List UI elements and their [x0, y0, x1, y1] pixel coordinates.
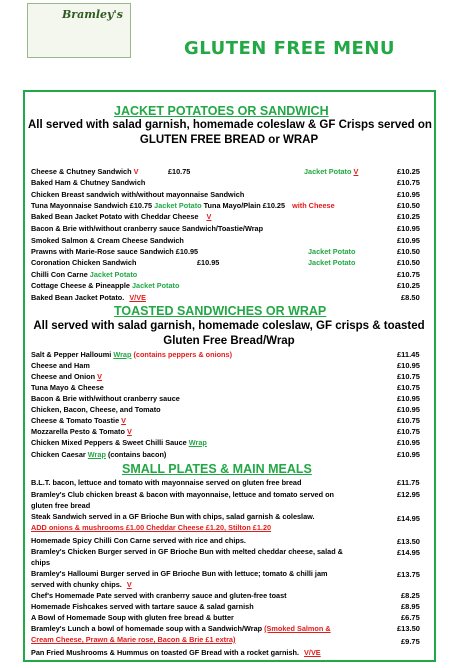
list-item-price: £11.75 — [397, 478, 420, 487]
list-item: Bramley's Lunch a bowl of homemade soup with a Sandwich/Wrap (Smoked Salmon & — [31, 624, 331, 633]
list-item-price: £12.95 — [397, 490, 420, 499]
list-item-extras: Cream Cheese, Prawn & Marie rose, Bacon & Brie £1 extra) — [31, 635, 236, 644]
list-item: Mozzarella Pesto & Tomato V — [31, 427, 132, 436]
list-item-price: £14.95 — [397, 548, 420, 557]
list-item: Tuna Mayo & Cheese — [31, 383, 104, 392]
list-item: Baked Ham & Chutney Sandwich — [31, 178, 146, 187]
list-item: Baked Bean Jacket Potato with Cheddar Cheese V — [31, 212, 212, 221]
list-item-price: £8.50 — [401, 293, 420, 302]
list-item: Coronation Chicken Sandwich — [31, 258, 137, 267]
list-item-alt: Jacket Potato V — [304, 167, 359, 176]
list-item-price: £10.50 — [397, 247, 420, 256]
list-item: Bramley's Halloumi Burger served in GF Brioche Bun with lettuce; tomato & chilli jam — [31, 569, 328, 578]
list-item-alt: Jacket Potato — [308, 258, 356, 267]
toasted-subtitle-1: All served with salad garnish, homemade coleslaw, GF crisps & toasted — [33, 320, 425, 332]
list-item-price: £10.50 — [397, 258, 420, 267]
list-item: Homemade Fishcakes served with tartare sauce & salad garnish — [31, 602, 254, 611]
list-item-sandwich-price: £10.75 — [168, 167, 191, 176]
list-item: Steak Sandwich served in a GF Brioche Bun with chips, salad garnish & coleslaw. — [31, 512, 315, 521]
list-item: Chicken Mixed Peppers & Sweet Chilli Sauce Wrap — [31, 438, 207, 447]
list-item-price: £10.25 — [397, 281, 420, 290]
list-item: B.L.T. bacon, lettuce and tomato with mayonnaise served on gluten free bread — [31, 478, 302, 487]
list-item-sandwich-price: £10.95 — [197, 258, 220, 267]
section-title-plates: SMALL PLATES & MAIN MEALS — [122, 462, 312, 476]
list-item-price: £10.95 — [397, 438, 420, 447]
list-item-price: £10.95 — [397, 361, 420, 370]
list-item: Bramley's Chicken Burger served in GF Brioche Bun with melted cheddar cheese, salad & — [31, 547, 343, 556]
list-item: Chef's Homemade Pate served with cranberry sauce and gluten-free toast — [31, 591, 287, 600]
list-item: Cheese & Tomato Toastie V — [31, 416, 127, 425]
list-item-price: £10.75 — [397, 270, 420, 279]
list-item-price: £14.95 — [397, 514, 420, 523]
list-item: Chilli Con Carne Jacket Potato — [31, 270, 138, 279]
list-item-price: £10.95 — [397, 394, 420, 403]
list-item-price: £10.75 — [397, 383, 420, 392]
list-item-price-2: £9.75 — [401, 637, 420, 646]
list-item: Cheese and Ham — [31, 361, 90, 370]
list-item: Baked Bean Jacket Potato. V/VE — [31, 293, 146, 302]
list-item-price: £10.95 — [397, 450, 420, 459]
list-item-price: £13.50 — [397, 537, 420, 546]
list-item-price: £10.95 — [397, 224, 420, 233]
list-item: Cheese & Chutney Sandwich V — [31, 167, 139, 176]
list-item: Smoked Salmon & Cream Cheese Sandwich — [31, 236, 184, 245]
logo-text: Bramley's — [62, 8, 123, 21]
list-item-extras: ADD onions & mushrooms £1.00 Cheddar Cheese £1.20, Stilton £1.20 — [31, 523, 272, 532]
list-item-price: £13.50 — [397, 624, 420, 633]
list-item-price: £11.45 — [397, 350, 420, 359]
jacket-subtitle-1: All served with salad garnish, homemade coleslaw & GF Crisps served on — [28, 119, 432, 131]
list-item-cont: chips — [31, 558, 51, 567]
list-item: Bramley's Club chicken breast & bacon with mayonnaise, lettuce and tomato served on — [31, 490, 335, 499]
list-item-alt: Jacket Potato — [308, 247, 356, 256]
section-title-jacket: JACKET POTATOES OR SANDWICH — [114, 104, 329, 118]
list-item-price: £6.75 — [401, 613, 420, 622]
list-item: Pan Fried Mushrooms & Hummus on toasted GF Bread with a rocket garnish. V/VE — [31, 648, 321, 657]
list-item: Tuna Mayonnaise Sandwich £10.75 Jacket Potato Tuna Mayo/Plain £10.25 with Cheese — [31, 201, 335, 210]
list-item-price: £13.75 — [397, 570, 420, 579]
list-item-cont: gluten free bread — [31, 501, 91, 510]
list-item: Cottage Cheese & Pineapple Jacket Potato — [31, 281, 180, 290]
list-item: Prawns with Marie-Rose sauce Sandwich £10.95 — [31, 247, 199, 256]
list-item: Chicken Breast sandwich with/without mayonnaise Sandwich — [31, 190, 245, 199]
list-item-price: £10.75 — [397, 372, 420, 381]
list-item: Homemade Spicy Chilli Con Carne served with rice and chips. — [31, 536, 246, 545]
list-item-price: £10.95 — [397, 190, 420, 199]
list-item: Chicken, Bacon, Cheese, and Tomato — [31, 405, 161, 414]
list-item-cont: served with chunky chips. V — [31, 580, 132, 589]
list-item-price: £10.75 — [397, 416, 420, 425]
page-title: GLUTEN FREE MENU — [184, 38, 396, 59]
list-item-price: £10.95 — [397, 405, 420, 414]
list-item-price: £10.50 — [397, 201, 420, 210]
list-item: Bacon & Brie with/without cranberry sauce — [31, 394, 180, 403]
list-item-price: £10.25 — [397, 167, 420, 176]
list-item-price: £10.25 — [397, 212, 420, 221]
list-item: Cheese and Onion V — [31, 372, 102, 381]
jacket-subtitle-2: GLUTEN FREE BREAD or WRAP — [139, 134, 319, 146]
list-item-price: £10.75 — [397, 178, 420, 187]
list-item-price: £10.75 — [397, 427, 420, 436]
list-item-price: £10.95 — [397, 236, 420, 245]
list-item-price: £8.25 — [401, 591, 420, 600]
section-title-toasted: TOASTED SANDWICHES OR WRAP — [114, 304, 327, 318]
list-item: A Bowl of Homemade Soup with gluten free bread & butter — [31, 613, 234, 622]
list-item: Bacon & Brie with/without cranberry sauce Sandwich/Toastie/Wrap — [31, 224, 264, 233]
list-item: Chicken Caesar Wrap (contains bacon) — [31, 450, 167, 459]
toasted-subtitle-2: Gluten Free Bread/Wrap — [163, 335, 295, 347]
list-item: Salt & Pepper Halloumi Wrap (contains peppers & onions) — [31, 350, 232, 359]
bramleys-logo — [27, 3, 131, 58]
list-item-price: £8.95 — [401, 602, 420, 611]
